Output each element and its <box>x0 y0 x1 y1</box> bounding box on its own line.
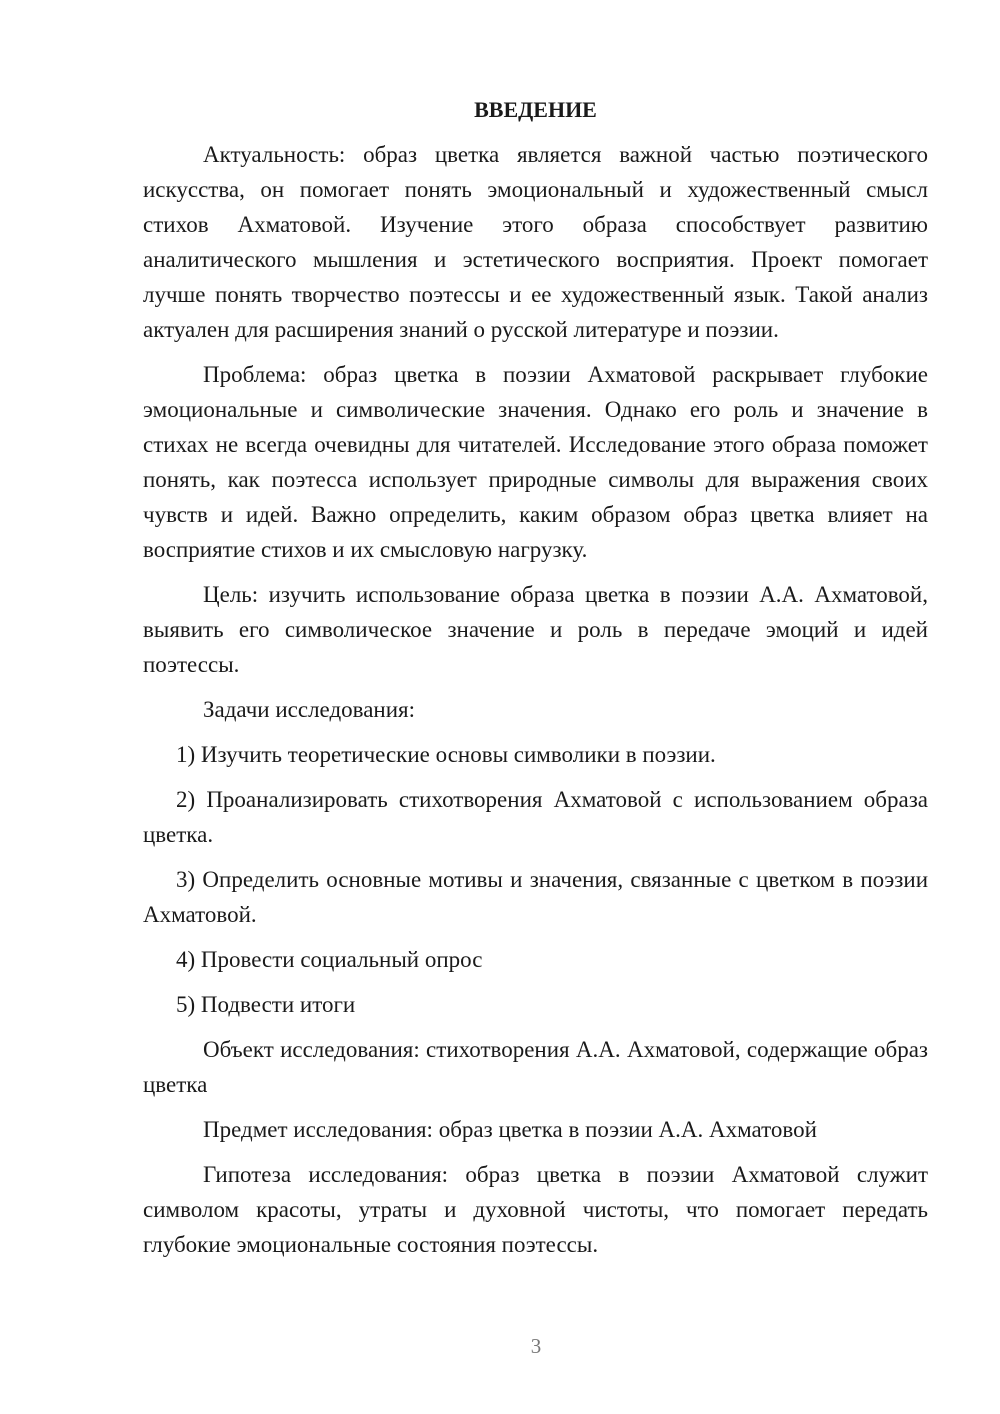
hypothesis-paragraph: Гипотеза исследования: образ цветка в поэзии Ахматовой служит символом красоты, утраты и духовной чистоты, что помогает передать глубокие эмоциональные состояния поэтессы. <box>143 1162 928 1257</box>
document-title: ВВЕДЕНИЕ <box>474 97 597 122</box>
task-item-5: 5) Подвести итоги <box>176 992 356 1017</box>
problem-paragraph: Проблема: образ цветка в поэзии Ахматовой раскрывает глубокие эмоциональные и символические значения. Однако его роль и значение в стихах не всегда очевидны для читателей. Исследование этого образа поможет понять, как поэтесса использует природные символы для выражения своих чувств и идей. Важно определить, каким образом образ цветка влияет на восприятие стихов и их смысловую нагрузку. <box>143 362 928 562</box>
task-item-2: 2) Проанализировать стихотворения Ахматовой с использованием образа цветка. <box>143 787 928 847</box>
goal-paragraph: Цель: изучить использование образа цветка в поэзии А.А. Ахматовой, выявить его символическое значение и роль в передаче эмоций и идей поэтессы. <box>143 582 928 677</box>
subject-paragraph: Предмет исследования: образ цветка в поэзии А.А. Ахматовой <box>203 1117 817 1142</box>
relevance-paragraph: Актуальность: образ цветка является важной частью поэтического искусства, он помогает понять эмоциональный и художественный смысл стихов Ахматовой. Изучение этого образа способствует развитию аналитического мышления и эстетического восприятия. Проект помогает лучше понять творчество поэтессы и ее художественный язык. Такой анализ актуален для расширения знаний о русской литературе и поэзии. <box>143 142 928 342</box>
object-paragraph: Объект исследования: стихотворения А.А. Ахматовой, содержащие образ цветка <box>143 1037 928 1097</box>
task-item-4: 4) Провести социальный опрос <box>176 947 483 972</box>
tasks-heading: Задачи исследования: <box>203 697 416 722</box>
document-page <box>143 95 928 1272</box>
task-item-3: 3) Определить основные мотивы и значения, связанные с цветком в поэзии Ахматовой. <box>143 867 928 927</box>
page-number: 3 <box>530 1334 542 1358</box>
task-item-1: 1) Изучить теоретические основы символики в поэзии. <box>176 742 716 767</box>
